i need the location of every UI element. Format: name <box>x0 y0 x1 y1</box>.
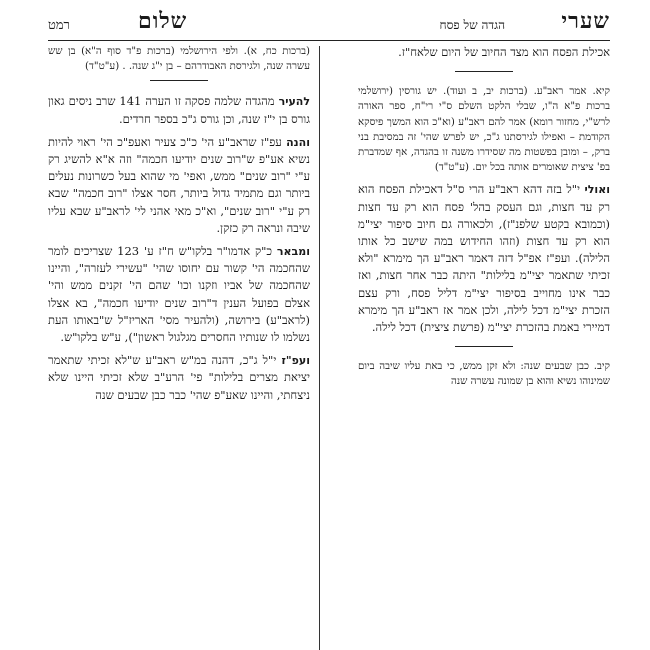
left-paragraph-1-body: מהגדה שלמה פסקה זו הערה 141 שרב ניסים גאון גורס בן י"ז שנה, וכן גורס ג"כ בספר חרדים. <box>48 94 310 126</box>
running-title-left: שלום <box>138 8 188 34</box>
left-paragraph-4 <box>48 352 310 404</box>
left-paragraph-1 <box>48 93 310 127</box>
right-divider-2 <box>455 346 513 347</box>
left-paragraph-1-lead: להעיר <box>278 95 310 109</box>
header-rule <box>48 40 610 41</box>
right-top-text: אכילת הפסח הוא מצד החיוב של היום שלאח"ז. <box>398 45 610 59</box>
left-paragraph-2-lead: והנה <box>286 135 310 149</box>
running-title-right: שערי <box>561 8 610 34</box>
page-header <box>48 8 610 42</box>
right-footnote-2: קיב. כבן שבעים שנה: ולא זקן ממש, כי באת עליו שיבה ביום שמינוהו נשיא והוא בן שמונה עשרה שנה <box>358 361 610 388</box>
running-title-center: הגדה של פסח <box>439 18 505 32</box>
column-separator <box>319 46 320 650</box>
left-column <box>48 44 310 410</box>
left-divider-1 <box>150 80 208 81</box>
left-paragraph-4-lead: ועפ"ז <box>281 354 310 368</box>
left-paragraph-4-body: י"ל ג"כ, דהנה במ"ש ראב"ע ש"לא זכיתי שתאמר יציאת מצרים בלילות" פי' הרע"ב שלא זכיתי היינו שלא ניצחתי, והיינו שאע"פ שהי' כבר כבן שבעים שנה <box>48 353 310 402</box>
right-paragraph-1-lead: ואולי <box>584 183 610 197</box>
right-column <box>358 44 610 396</box>
left-paragraph-2-body: עפ"ז שראב"ע הי' כ"כ צעיר ואעפ"כ הי' ראוי להיות נשיא אע"פ ש"רוב שנים יודיעו חכמה" וזה א"א להשיג רק ע"י "רוב שנים" ממש, ואפי' מי שהוא בעל כשרונות נעלים ביותר וגם מתמיד גדול ביותר, חסר אצלו "רוב חכמה" שבא רק ע"י "רוב שנים", וא"כ מאי אהני לי' לראב"ע שבא עליו שיבה ונראה רק כזקן. <box>48 134 310 235</box>
right-footnote-1: קיא. אמר ראב"ע. (ברכות יב, ב ועוד). יש גורסין (ירושלמי ברכות פ"א ה"ו, שבלי הלקט השלם ס"י רי"ח, ספר האורה לרש"י, מחזור רומא) אמר להם ראב"ע (וא"כ הוא המשך פיסקא הקודמת – ואפילו לגירסתנו ג"כ, יש לפרש שהי' זה במסיבת בני ברק, – ומובן בפשטות מה שסידרו משנה זו בהגדה, אף שמדברת בפ' ציצית שאומרים אותה בכל יום. (ע"ט"ד) <box>358 86 610 174</box>
right-paragraph-1-body: י"ל בזה דהא ראב"ע הרי ס"ל דאכילת הפסח הוא רק עד חצות, וגם העסק בהל' פסח הוא רק עד חצות (וכמובא בקטע שלפנ"ז), ולכאורה גם חיוב סיפור יצי"מ הוא רק עד חצות (וזהו החידוש במה שישב כל אותו הלילה). ועפ"ז אפ"ל דזה דאמר ראב"ע הך מימרא "ולא זכיתי שתאמר יצי"מ בלילות" היתה כבר אחר חצות, ואז כבר אינו מחוייב בסיפור יצי"מ דליל פסח, ורק עצם הזכרת יצי"מ דכל לילה, ולכן אמר אז ראב"ע הך מימרא דמיירי באמת בהזכרת יצי"מ (פרשת ציצית) דכל לילה. <box>358 182 610 335</box>
page-number: רמט <box>48 18 70 33</box>
left-paragraph-3-lead: ומבאר <box>276 245 310 259</box>
right-divider-1 <box>455 71 513 72</box>
left-paragraph-3-body: כ"ק אדמו"ר בלקו"ש ח"ז ע' 123 שצריכים לומר שהחכמה הי' קשור עם יחוסו שהי' "עשירי לעזרה", והיינו שהחכמה של אביו וזקנו וכו' שהם הי' זקנים ממש והי' אצלם בפועל הענין ד"רוב שנים יודיעו חכמה", בא אצלו (לראב"ע) בירושה, (ולהעיר מסי' האריז"ל ש"באותו העת נשלמו לו שנותיו החסרים מגלגול ראשון"), ע"ש בלקו"ש. <box>48 244 310 345</box>
right-paragraph-1 <box>358 181 610 336</box>
left-footnote-1: (ברכות כח, א). ולפי הירושלמי (ברכות פ"ד סוף ה"א) בן שש עשרה שנה, ולגירסת האבודרהם – בן י"ג שנה. . (ע"ט"ד) <box>48 46 310 73</box>
left-paragraph-3 <box>48 243 310 346</box>
left-paragraph-2 <box>48 134 310 237</box>
